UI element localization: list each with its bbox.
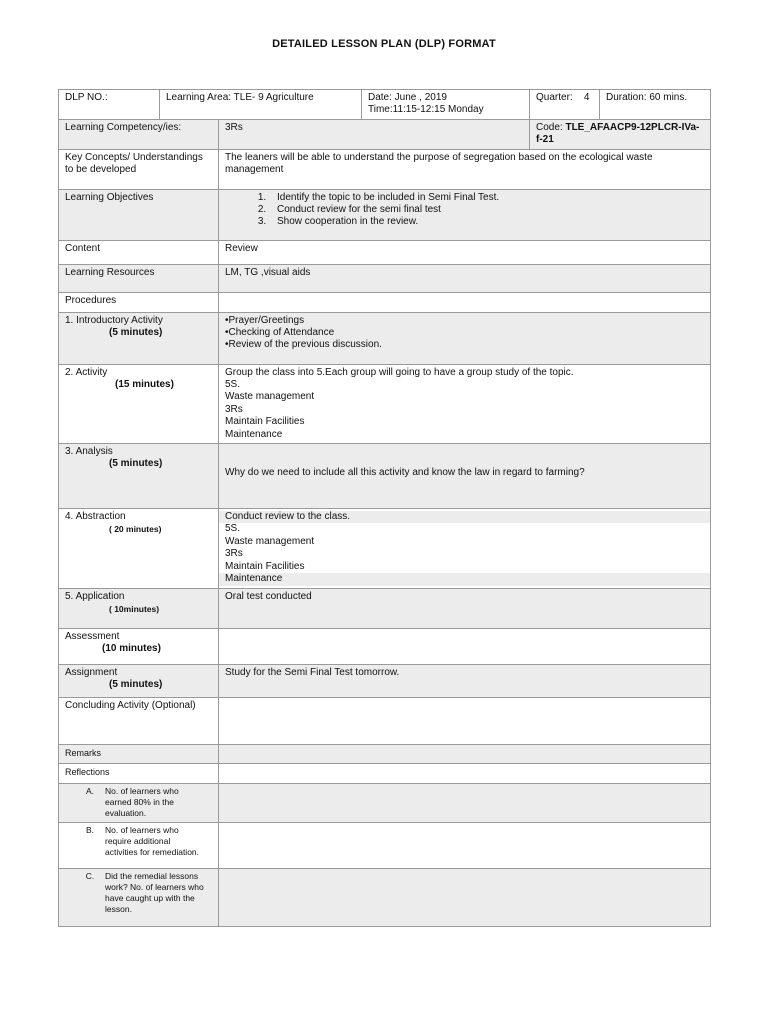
application-label: 5. Application bbox=[65, 590, 125, 602]
objective-item: 1. Identify the topic to be included in Semi Final Test. bbox=[269, 192, 704, 204]
application-time: ( 10minutes) bbox=[109, 603, 160, 614]
objectives-label: Learning Objectives bbox=[59, 189, 219, 240]
assessment-label-cell bbox=[59, 628, 219, 664]
concluding-label: Concluding Activity (Optional) bbox=[59, 697, 219, 744]
assignment-time: (5 minutes) bbox=[109, 678, 163, 690]
application-label-cell bbox=[59, 588, 219, 628]
quarter bbox=[530, 90, 600, 120]
application-value: Oral test conducted bbox=[219, 588, 711, 628]
reflection-c-letter: C. bbox=[85, 870, 95, 881]
reflections-label: Reflections bbox=[59, 763, 219, 783]
analysis-value: Why do we need to include all this activity and know the law in regard to farming? bbox=[225, 467, 585, 479]
intro-item: •Review of the previous discussion. bbox=[225, 339, 382, 351]
reflection-a-row bbox=[59, 783, 711, 822]
procedures-label: Procedures bbox=[59, 292, 219, 312]
reflection-a-letter: A. bbox=[85, 785, 95, 796]
intro-item: •Checking of Attendance bbox=[225, 327, 335, 339]
assignment-row bbox=[59, 664, 711, 697]
content-value: Review bbox=[219, 240, 711, 264]
reflection-b-label bbox=[59, 822, 219, 868]
assessment-row bbox=[59, 628, 711, 664]
analysis-label-cell bbox=[59, 444, 219, 509]
activity-line: 3Rs bbox=[225, 403, 243, 415]
activity-time: (15 minutes) bbox=[115, 379, 174, 391]
assessment-value bbox=[219, 628, 711, 664]
reflection-b-letter: B. bbox=[85, 824, 95, 835]
assignment-label: Assignment bbox=[65, 666, 118, 678]
reflections-row bbox=[59, 763, 711, 783]
competency-label: Learning Competency/ies: bbox=[59, 119, 219, 149]
abstraction-line: 5S. bbox=[219, 523, 710, 535]
activity-line: Group the class into 5.Each group will going to have a group study of the topic. bbox=[225, 366, 574, 378]
activity-line: Waste management bbox=[225, 391, 315, 403]
procedures-row bbox=[59, 292, 711, 312]
reflections-value bbox=[219, 763, 711, 783]
concluding-value bbox=[219, 697, 711, 744]
activity-line: Maintain Facilities bbox=[225, 416, 305, 428]
analysis-row bbox=[59, 444, 711, 509]
code-label: Code: bbox=[536, 121, 563, 133]
assessment-time: (10 minutes) bbox=[102, 642, 161, 654]
quarter-label: Quarter: bbox=[536, 92, 573, 103]
activity-label: 2. Activity bbox=[65, 366, 108, 378]
code-value: TLE_AFAACP9-12PLCR-IVa-f-21 bbox=[536, 121, 700, 146]
content-row bbox=[59, 240, 711, 264]
introductory-time: (5 minutes) bbox=[109, 327, 163, 339]
time-text: Time:11:15-12:15 Monday bbox=[368, 104, 484, 116]
document-title: DETAILED LESSON PLAN (DLP) FORMAT bbox=[272, 38, 496, 50]
activity-label-cell bbox=[59, 364, 219, 443]
activity-lines bbox=[219, 364, 711, 443]
abstraction-line: Maintenance bbox=[219, 573, 710, 585]
competency-value: 3Rs bbox=[219, 119, 530, 149]
analysis-label: 3. Analysis bbox=[65, 446, 113, 458]
activity-line: 5S. bbox=[225, 379, 241, 391]
reflection-a-value bbox=[219, 783, 711, 822]
reflection-a-label bbox=[59, 783, 219, 822]
abstraction-line: Maintain Facilities bbox=[219, 561, 710, 573]
key-concepts-label: Key Concepts/ Understandings to be developed bbox=[59, 149, 219, 189]
date-time bbox=[362, 90, 530, 120]
reflection-c-value bbox=[219, 868, 711, 926]
analysis-value-cell bbox=[219, 444, 711, 509]
key-concepts-value: The leaners will be able to understand the purpose of segregation based on the ecological waste management bbox=[219, 149, 711, 189]
dlp-no-label bbox=[59, 90, 160, 120]
concluding-row bbox=[59, 697, 711, 744]
objectives-row bbox=[59, 189, 711, 240]
abstraction-line: Waste management bbox=[219, 536, 710, 548]
remarks-label: Remarks bbox=[59, 744, 219, 763]
reflection-c-label bbox=[59, 868, 219, 926]
objectives-list bbox=[219, 189, 711, 240]
procedures-value bbox=[219, 292, 711, 312]
key-concepts-row bbox=[59, 149, 711, 189]
activity-line: Maintenance bbox=[225, 428, 283, 440]
abstraction-lines bbox=[219, 509, 711, 588]
reflection-a-text: No. of learners who earned 80% in the evaluation. bbox=[105, 785, 179, 818]
abstraction-label-cell bbox=[59, 509, 219, 588]
duration bbox=[600, 90, 711, 120]
content-label: Content bbox=[59, 240, 219, 264]
header-row bbox=[59, 90, 711, 120]
objective-item: 2. Conduct review for the semi final test bbox=[269, 204, 704, 216]
reflection-b-row bbox=[59, 822, 711, 868]
learning-area-text: Learning Area: TLE- 9 Agriculture bbox=[166, 92, 314, 103]
activity-row bbox=[59, 364, 711, 443]
reflection-b-text: No. of learners who require additional activities for remediation. bbox=[105, 824, 200, 857]
learning-area bbox=[160, 90, 362, 120]
assignment-value: Study for the Semi Final Test tomorrow. bbox=[219, 664, 711, 697]
assignment-label-cell bbox=[59, 664, 219, 697]
duration-text: Duration: 60 mins. bbox=[606, 92, 688, 103]
application-row bbox=[59, 588, 711, 628]
remarks-value bbox=[219, 744, 711, 763]
date-text: Date: June , 2019 bbox=[368, 92, 447, 103]
quarter-value: 4 bbox=[583, 92, 590, 103]
reflection-c-text: Did the remedial lessons work? No. of learners who have caught up with the lesson. bbox=[105, 870, 204, 914]
reflection-b-value bbox=[219, 822, 711, 868]
resources-row bbox=[59, 264, 711, 292]
abstraction-line: Conduct review to the class. bbox=[219, 511, 710, 523]
abstraction-row bbox=[59, 509, 711, 588]
introductory-row bbox=[59, 312, 711, 364]
lesson-plan-table bbox=[58, 89, 711, 927]
competency-row bbox=[59, 119, 711, 149]
dlp-no-text: DLP NO.: bbox=[65, 92, 108, 103]
abstraction-line: 3Rs bbox=[219, 548, 710, 560]
resources-label: Learning Resources bbox=[59, 264, 219, 292]
assessment-label: Assessment bbox=[65, 630, 120, 642]
abstraction-label: 4. Abstraction bbox=[65, 511, 126, 523]
reflection-c-row bbox=[59, 868, 711, 926]
remarks-row bbox=[59, 744, 711, 763]
analysis-time: (5 minutes) bbox=[109, 458, 163, 470]
introductory-items bbox=[219, 312, 711, 364]
code-cell bbox=[530, 119, 711, 149]
intro-item: •Prayer/Greetings bbox=[225, 314, 305, 326]
resources-value: LM, TG ,visual aids bbox=[219, 264, 711, 292]
objective-item: 3. Show cooperation in the review. bbox=[269, 216, 704, 228]
abstraction-time: ( 20 minutes) bbox=[109, 524, 162, 535]
introductory-label-cell bbox=[59, 312, 219, 364]
introductory-label: 1. Introductory Activity bbox=[65, 314, 163, 326]
